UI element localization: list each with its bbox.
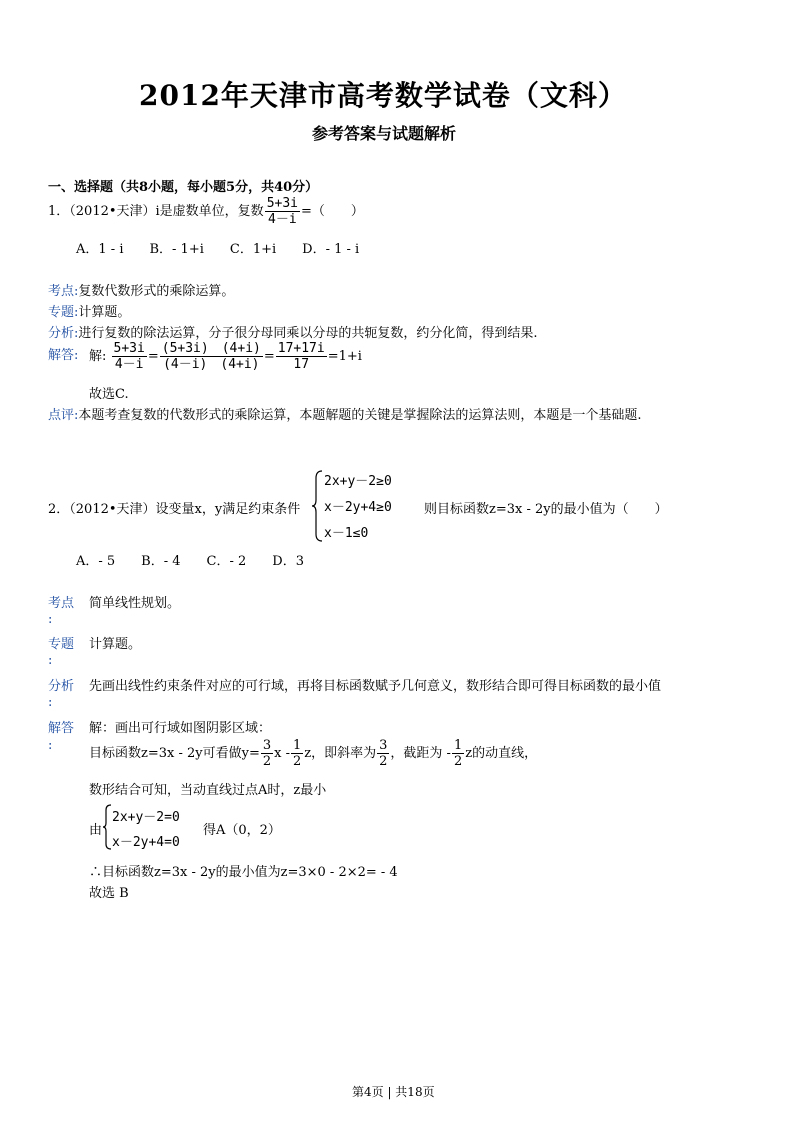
q2-system-eq1: 2x+y－2=0: [112, 810, 180, 825]
q1-kaodian-text: 复数代数形式的乘除运算。: [78, 284, 235, 299]
q1-eq2: =: [263, 349, 275, 364]
q2-line2-d: ，截距为 -: [390, 746, 451, 761]
q2-frac-3-2b: [377, 738, 389, 769]
q1-dianping-text: 本题考查复数的代数形式的乘除运算，本题解题的关键是掌握除法的运算法则，本题是一个基础题.: [78, 408, 642, 423]
q2-zhuanti-colon: :: [48, 653, 53, 668]
q2-sol-line2: [89, 738, 537, 769]
q2-kaodian-colon: :: [48, 612, 53, 627]
page-subtitle: 参考答案与试题解析: [312, 124, 457, 143]
q2-sol-line5: ∴目标函数z=3x - 2y的最小值为z=3×0 - 2×2= - 4: [89, 865, 398, 880]
q2-you: 由: [89, 823, 103, 838]
q1-sol-frac1: [112, 341, 147, 372]
q1-result: =1+i: [327, 349, 362, 364]
page-footer: 第4页 | 共18页: [352, 1085, 435, 1099]
q2-jieda-label: 解答: [48, 721, 75, 736]
q1-fenxi-label: 分析:: [48, 326, 79, 341]
q1-zhuanti: [48, 301, 130, 320]
q1-sol-frac1-den: 4－i: [114, 357, 144, 372]
q2-brace: [311, 470, 323, 542]
q2-jieda-colon: :: [48, 738, 53, 753]
q2-frac-3-2a-num: 3: [262, 738, 272, 753]
q1-stem: [48, 196, 364, 227]
q1-solution: [89, 341, 362, 372]
q1-sol-frac2-den: (4－i) (4+i): [163, 357, 260, 372]
q1-dianping-label: 点评:: [48, 408, 79, 423]
q1-sol-frac3: [276, 341, 327, 372]
q2-suffix: 则目标函数z=3x - 2y的最小值为（ ）: [424, 502, 668, 517]
section-heading: 一、选择题（共8小题，每小题5分，共40分）: [48, 180, 319, 195]
q2-constraint-3: x－1≤0: [324, 526, 369, 541]
q2-frac-3-2b-den: 2: [379, 754, 388, 769]
q1-fraction: [265, 196, 300, 227]
q2-frac-1-2b: [452, 738, 464, 769]
q1-fenxi: [48, 322, 538, 341]
q2-frac-1-2b-num: 1: [453, 738, 463, 753]
q2-frac-1-2a-den: 2: [293, 754, 302, 769]
q2-zhuanti-text: 计算题。: [89, 637, 142, 652]
q1-prefix: 1．（2012•天津）i是虚数单位，复数: [48, 204, 264, 219]
q1-options: A．1 - i B．- 1+i C．1+i D．- 1 - i: [76, 242, 360, 257]
q2-options: A．- 5 B．- 4 C．- 2 D．3: [76, 554, 304, 569]
q2-sol-line6: 故选 B: [89, 886, 129, 901]
q2-fenxi-text: 先画出线性约束条件对应的可行域，再将目标函数赋予几何意义，数形结合即可得目标函数的最小值: [89, 679, 662, 694]
q2-fenxi-colon: :: [48, 695, 53, 710]
q1-sol-frac3-num: 17+17i: [277, 341, 325, 356]
q2-line2-a: 目标函数z=3x - 2y可看做y=: [89, 746, 260, 761]
q2-zhuanti-label: 专题: [48, 637, 75, 652]
q2-sol-line3: 数形结合可知，当动直线过点A时，z最小: [89, 783, 327, 798]
q1-dianping: [48, 404, 642, 423]
q1-jie: 解:: [89, 349, 107, 364]
q1-suffix: =（ ）: [301, 204, 364, 219]
q1-jieda-label: 解答:: [48, 348, 79, 363]
q2-frac-1-2b-den: 2: [453, 754, 463, 769]
q2-prefix: 2．（2012•天津）设变量x，y满足约束条件: [48, 502, 301, 517]
q2-sol-line1: 解：画出可行域如图阴影区域：: [89, 721, 272, 736]
q1-sol-frac1-num: 5+3i: [113, 341, 145, 356]
q1-guxuan: 故选C.: [89, 387, 129, 402]
q2-frac-1-2a: [291, 738, 303, 769]
page-title: 2012年天津市高考数学试卷（文科）: [139, 79, 627, 112]
q2-system-eq2: x－2y+4=0: [112, 835, 180, 850]
q1-frac-den: 4－i: [268, 212, 297, 227]
q2-constraint-1: 2x+y－2≥0: [324, 474, 392, 489]
q2-frac-3-2b-num: 3: [379, 738, 388, 753]
q2-line2-c: z，即斜率为: [304, 746, 377, 761]
q2-constraint-2: x－2y+4≥0: [324, 500, 392, 515]
q1-zhuanti-text: 计算题。: [78, 305, 131, 320]
q1-sol-frac2: [160, 341, 263, 372]
q2-de: 得A（0，2）: [203, 823, 281, 838]
q2-kaodian-text: 简单线性规划。: [89, 596, 181, 611]
q1-zhuanti-label: 专题:: [48, 305, 79, 320]
q2-frac-1-2a-num: 1: [293, 738, 302, 753]
q2-system-brace: [102, 804, 112, 850]
q2-line2-b: x -: [274, 746, 290, 761]
q1-eq1: =: [147, 349, 159, 364]
q1-kaodian: [48, 280, 234, 299]
q2-kaodian-label: 考点: [48, 596, 75, 611]
q2-frac-3-2a-den: 2: [262, 754, 272, 769]
q1-fenxi-text: 进行复数的除法运算，分子很分母同乘以分母的共轭复数，约分化简，得到结果.: [78, 326, 538, 341]
q2-frac-3-2a: [261, 738, 273, 769]
q2-line2-e: z的动直线，: [465, 746, 538, 761]
q2-fenxi-label: 分析: [48, 679, 75, 694]
q1-frac-num: 5+3i: [266, 196, 298, 211]
q1-sol-frac3-den: 17: [293, 357, 310, 372]
q1-sol-frac2-num: (5+3i) (4+i): [161, 341, 261, 356]
q1-kaodian-label: 考点:: [48, 284, 79, 299]
